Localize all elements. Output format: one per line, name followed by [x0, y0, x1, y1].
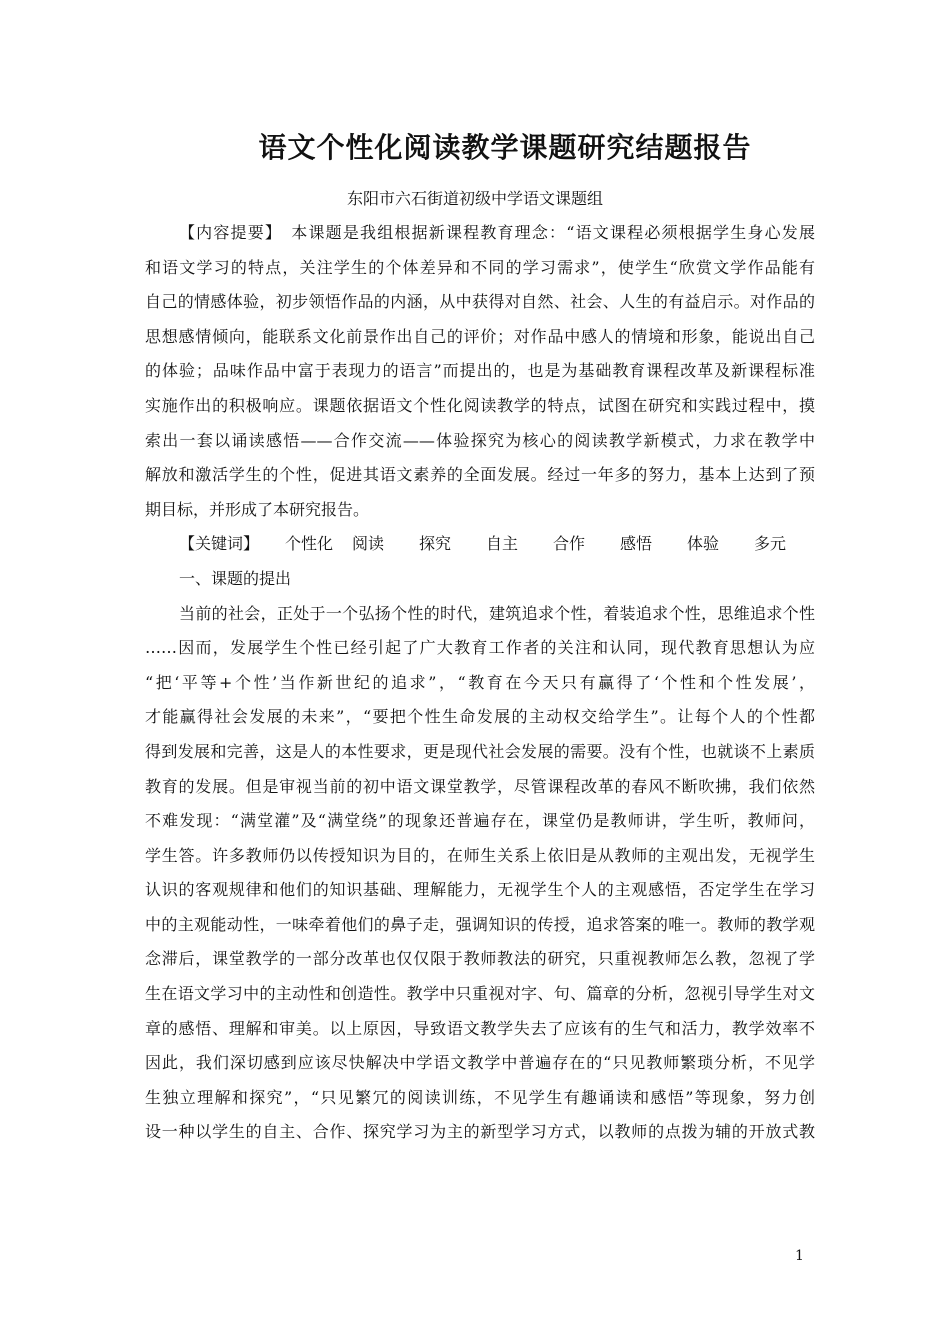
section-line: 不难发现：“满堂灌”及“满堂绕”的现象还普遍存在，课堂仍是教师讲，学生听，教师问，: [145, 811, 815, 831]
page-number: 1: [795, 1248, 804, 1264]
document-title: 语文个性化阅读教学课题研究结题报告: [258, 131, 752, 164]
section-line: 设一种以学生的自主、合作、探究学习为主的新型学习方式，以教师的点拨为辅的开放式教: [145, 1122, 815, 1142]
keywords-label: 【关键词】: [179, 534, 260, 554]
section-line: 章的感悟、理解和审美。以上原因，导致语文教学失去了应该有的生气和活力，教学效率不: [145, 1018, 815, 1038]
section-line: 生在语文学习中的主动性和创造性。教学中只重视对字、句、篇章的分析，忽视引导学生对文: [145, 984, 815, 1004]
keyword: 合作: [553, 534, 586, 554]
abstract-line: 和语文学习的特点，关注学生的个体差异和不同的学习需求”，使学生“欣赏文学作品能有: [145, 257, 815, 277]
document-body: [145, 216, 815, 1150]
section-line: “把‘平等+个性’当作新世纪的追求”，“教育在今天只有赢得了‘个性和个性发展’，: [145, 672, 815, 692]
keyword: 探究: [419, 534, 452, 554]
keyword: 个性化: [285, 534, 334, 554]
abstract-line: 期目标，并形成了本研究报告。: [145, 499, 370, 519]
abstract-line: 实施作出的积极响应。课题依据语文个性化阅读教学的特点，试图在研究和实践过程中，摸: [145, 395, 815, 415]
section-line: 认识的客观规律和他们的知识基础、理解能力，无视学生个人的主观感悟，否定学生在学习: [145, 880, 815, 900]
abstract-line: 【内容提要】 本课题是我组根据新课程教育理念：“语文课程必须根据学生身心发展: [179, 223, 815, 242]
abstract-line: 索出一套以诵读感悟——合作交流——体验探究为核心的阅读教学新模式，力求在教学中: [145, 430, 815, 450]
section-heading: 一、课题的提出: [179, 568, 292, 588]
section-line: 因此，我们深切感到应该尽快解决中学语文教学中普遍存在的“只见教师繁琐分析，不见学: [145, 1053, 815, 1073]
keywords-row: [145, 527, 815, 562]
section-line: 念滞后，课堂教学的一部分改革也仅仅限于教师教法的研究，只重视教师怎么教，忽视了学: [145, 949, 815, 969]
section-line: 学生答。许多教师仍以传授知识为目的，在师生关系上依旧是从教师的主观出发，无视学生: [145, 845, 815, 865]
section-line: 得到发展和完善，这是人的本性要求，更是现代社会发展的需要。没有个性，也就谈不上素质: [145, 741, 815, 761]
section-line: 生独立理解和探究”，“只见繁冗的阅读训练，不见学生有趣诵读和感悟”等现象，努力创: [145, 1087, 815, 1107]
keyword: 体验: [687, 534, 720, 554]
keyword: 自主: [486, 534, 519, 554]
document-author: 东阳市六石街道初级中学语文课题组: [346, 189, 603, 208]
section-line: 才能赢得社会发展的未来”，“要把个性生命发展的主动权交给学生”。让每个人的个性都: [145, 707, 815, 727]
section-line: 当前的社会，正处于一个弘扬个性的时代，建筑追求个性，着装追求个性，思维追求个性: [179, 603, 815, 623]
abstract-label: 【内容提要】: [179, 223, 275, 242]
section-line: 中的主观能动性，一味牵着他们的鼻子走，强调知识的传授，追求答案的唯一。教师的教学观: [145, 914, 815, 934]
abstract-line: 的体验；品味作品中富于表现力的语言”而提出的，也是为基础教育课程改革及新课程标准: [145, 361, 815, 381]
keyword: 感悟: [620, 534, 653, 554]
abstract-line: 思想感情倾向，能联系文化前景作出自己的评价；对作品中感人的情境和形象，能说出自己: [145, 326, 815, 346]
section-line: 教育的发展。但是审视当前的初中语文课堂教学，尽管课程改革的春风不断吹拂，我们依然: [145, 776, 815, 796]
keyword: 多元: [754, 534, 787, 554]
keyword: 阅读: [352, 534, 385, 554]
section-line: ……因而，发展学生个性已经引起了广大教育工作者的关注和认同，现代教育思想认为应: [145, 638, 815, 658]
abstract-line: 解放和激活学生的个性，促进其语文素养的全面发展。经过一年多的努力，基本上达到了预: [145, 465, 815, 485]
abstract-line: 自己的情感体验，初步领悟作品的内涵，从中获得对自然、社会、人生的有益启示。对作品的: [145, 292, 815, 312]
